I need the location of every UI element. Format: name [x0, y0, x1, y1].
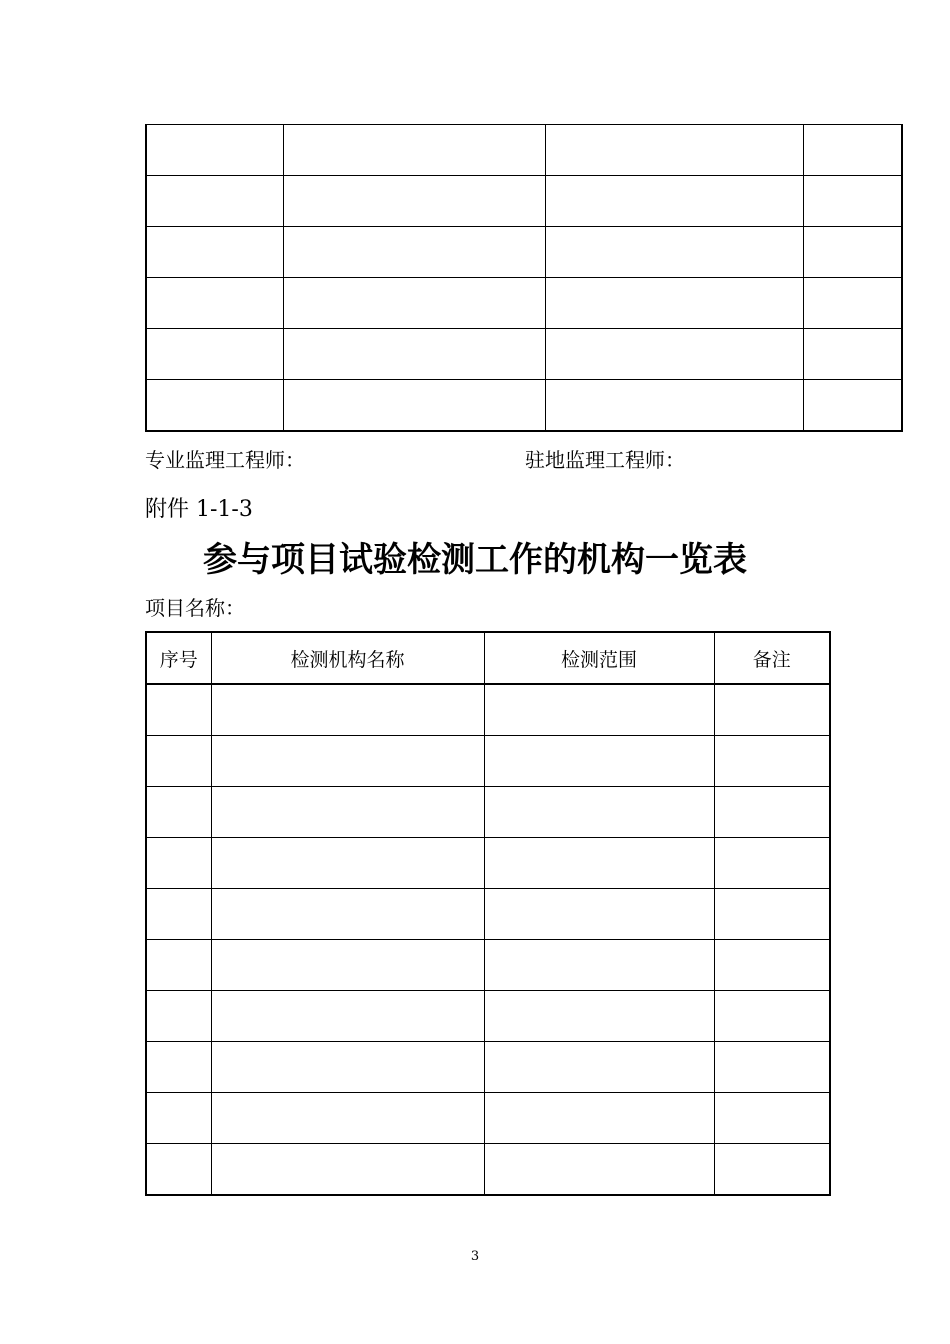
table-cell[interactable] [484, 1093, 714, 1144]
table-cell[interactable] [211, 1144, 484, 1196]
table-cell[interactable] [211, 684, 484, 736]
table-row [146, 787, 830, 838]
table-row [146, 684, 830, 736]
table-cell[interactable] [146, 1042, 211, 1093]
table-cell[interactable] [545, 125, 803, 176]
table-cell[interactable] [146, 787, 211, 838]
header-serial-number: 序号 [146, 632, 211, 684]
table-cell[interactable] [714, 838, 830, 889]
table-cell[interactable] [283, 176, 545, 227]
institutions-table [145, 631, 831, 1196]
table-cell[interactable] [714, 684, 830, 736]
header-testing-scope: 检测范围 [484, 632, 714, 684]
header-institution-name: 检测机构名称 [211, 632, 484, 684]
table-row [146, 380, 902, 432]
table-cell[interactable] [146, 889, 211, 940]
table-cell[interactable] [146, 1093, 211, 1144]
table-cell[interactable] [714, 1042, 830, 1093]
table-cell[interactable] [484, 991, 714, 1042]
table-cell[interactable] [283, 125, 545, 176]
table-cell[interactable] [545, 329, 803, 380]
table-header-row [146, 632, 830, 684]
table-cell[interactable] [146, 1144, 211, 1196]
table-cell[interactable] [484, 940, 714, 991]
table-cell[interactable] [714, 991, 830, 1042]
table-cell[interactable] [146, 125, 283, 176]
table-cell[interactable] [146, 278, 283, 329]
resident-engineer-label: 驻地监理工程师： [525, 448, 685, 472]
table-cell[interactable] [545, 278, 803, 329]
table-row [146, 736, 830, 787]
table-cell[interactable] [545, 380, 803, 432]
table-cell[interactable] [714, 1093, 830, 1144]
table-cell[interactable] [803, 278, 902, 329]
table-row [146, 1042, 830, 1093]
table-row [146, 329, 902, 380]
table-cell[interactable] [211, 787, 484, 838]
table-row [146, 125, 902, 176]
table-cell[interactable] [484, 1144, 714, 1196]
table-cell[interactable] [211, 1093, 484, 1144]
table-cell[interactable] [146, 736, 211, 787]
table-cell[interactable] [545, 227, 803, 278]
table-row [146, 176, 902, 227]
table-cell[interactable] [146, 380, 283, 432]
table-row [146, 278, 902, 329]
table-cell[interactable] [714, 736, 830, 787]
page-number: 3 [470, 1249, 480, 1264]
table-cell[interactable] [211, 736, 484, 787]
table-cell[interactable] [484, 684, 714, 736]
table-row [146, 1093, 830, 1144]
document-title: 参与项目试验检测工作的机构一览表 [203, 540, 747, 580]
continuation-table [145, 124, 903, 432]
table-cell[interactable] [211, 889, 484, 940]
table-cell[interactable] [714, 940, 830, 991]
table-cell[interactable] [211, 1042, 484, 1093]
table-cell[interactable] [283, 227, 545, 278]
table-cell[interactable] [146, 227, 283, 278]
table-cell[interactable] [803, 380, 902, 432]
table-cell[interactable] [146, 940, 211, 991]
table-cell[interactable] [803, 176, 902, 227]
table-cell[interactable] [484, 787, 714, 838]
specialist-engineer-label: 专业监理工程师： [145, 448, 305, 472]
table-cell[interactable] [484, 1042, 714, 1093]
table-cell[interactable] [714, 787, 830, 838]
table-cell[interactable] [484, 838, 714, 889]
table-cell[interactable] [803, 227, 902, 278]
table-row [146, 227, 902, 278]
header-remarks: 备注 [714, 632, 830, 684]
attachment-label: 附件 1-1-3 [145, 497, 253, 522]
table-row [146, 838, 830, 889]
table-cell[interactable] [146, 684, 211, 736]
table-cell[interactable] [714, 1144, 830, 1196]
table-cell[interactable] [283, 380, 545, 432]
table-cell[interactable] [211, 940, 484, 991]
table-cell[interactable] [545, 176, 803, 227]
table-row [146, 940, 830, 991]
table-cell[interactable] [714, 889, 830, 940]
table-row [146, 889, 830, 940]
table-cell[interactable] [146, 329, 283, 380]
table-cell[interactable] [283, 329, 545, 380]
table-cell[interactable] [146, 176, 283, 227]
table-cell[interactable] [803, 125, 902, 176]
table-cell[interactable] [484, 889, 714, 940]
table-cell[interactable] [146, 991, 211, 1042]
table-row [146, 991, 830, 1042]
table-row [146, 1144, 830, 1196]
table-cell[interactable] [211, 838, 484, 889]
table-cell[interactable] [211, 991, 484, 1042]
table-cell[interactable] [803, 329, 902, 380]
table-cell[interactable] [146, 838, 211, 889]
table-cell[interactable] [283, 278, 545, 329]
table-cell[interactable] [484, 736, 714, 787]
project-name-label: 项目名称： [145, 596, 245, 620]
